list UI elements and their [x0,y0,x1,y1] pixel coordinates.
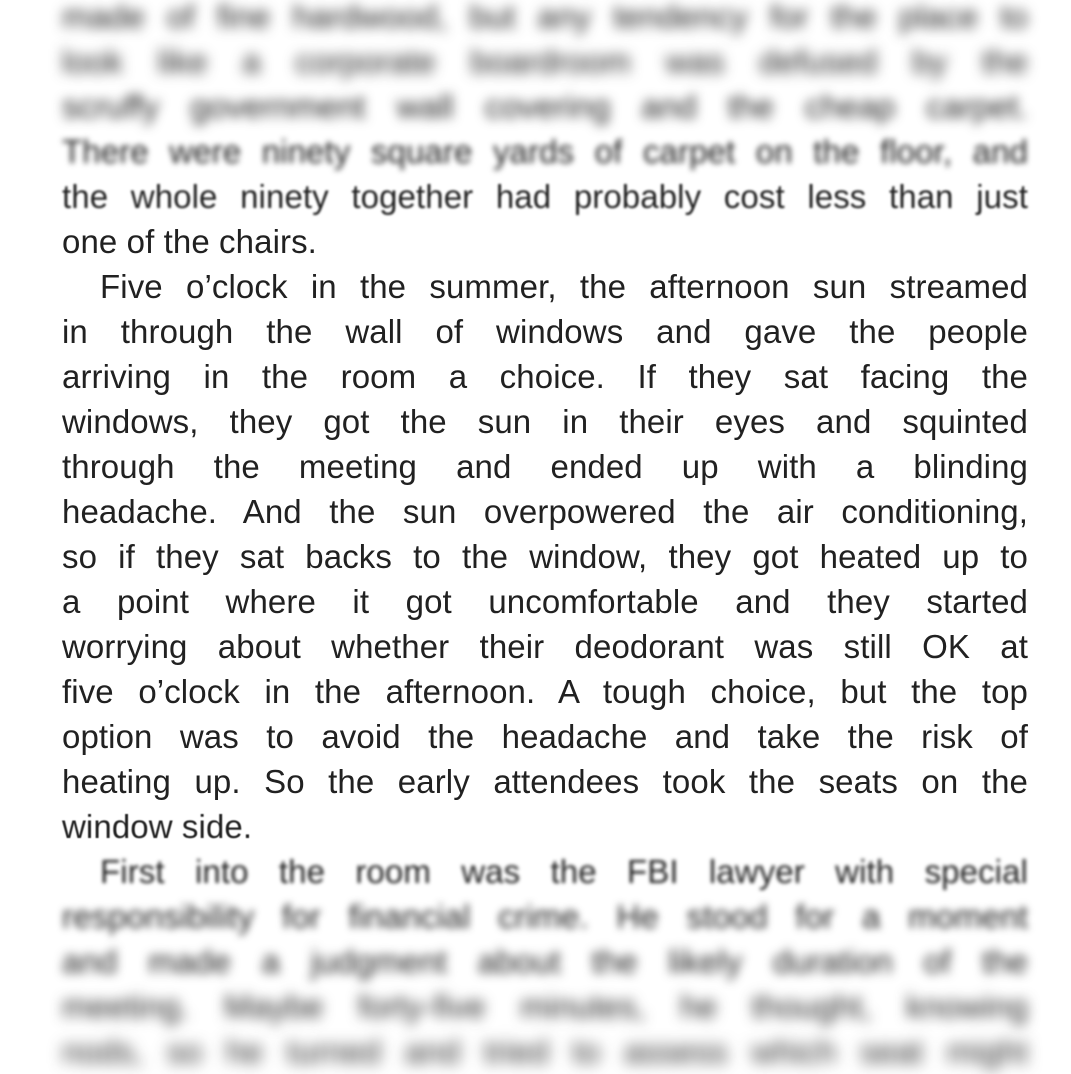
text-line: arriving in the room a choice. If they sat facing the [62,358,1028,395]
text-line: window side. [62,808,253,845]
text-line: heating up. So the early attendees took the seats on the [62,763,1028,800]
text-line: the whole ninety together had probably cost less than just [62,178,1028,215]
book-page [62,0,1028,1074]
text-line: look like a corporate boardroom was defused by the [62,43,1028,80]
text-line: First into the room was the FBI lawyer with special [100,853,1028,890]
text-line: and made a judgment about the likely duration of the [62,943,1028,980]
text-line: made of fine hardwood, but any tendency for the place to [62,0,1028,35]
text-line: worrying about whether their deodorant was still OK at [62,628,1028,665]
text-line: one of the chairs. [62,223,317,260]
text-line: through the meeting and ended up with a blinding [62,448,1028,485]
text-line: responsibility for financial crime. He stood for a moment [62,898,1028,935]
text-line: nods, so he turned and tried to assess which seat might [62,1033,1028,1070]
text-line: a point where it got uncomfortable and they started [62,583,1028,620]
text-line: windows, they got the sun in their eyes and squinted [62,403,1028,440]
text-line: option was to avoid the headache and take the risk of [62,718,1028,755]
text-line: headache. And the sun overpowered the air conditioning, [62,493,1028,530]
text-line: in through the wall of windows and gave the people [62,313,1028,350]
text-line: five o’clock in the afternoon. A tough choice, but the top [62,673,1028,710]
text-line: meeting. Maybe forty-five minutes, he thought, knowing [62,988,1028,1025]
text-line: There were ninety square yards of carpet on the floor, and [62,133,1028,170]
text-line: so if they sat backs to the window, they got heated up to [62,538,1028,575]
text-line: scruffy government wall covering and the cheap carpet. [62,88,1028,125]
text-line: Five o’clock in the summer, the afternoon sun streamed [100,268,1028,305]
